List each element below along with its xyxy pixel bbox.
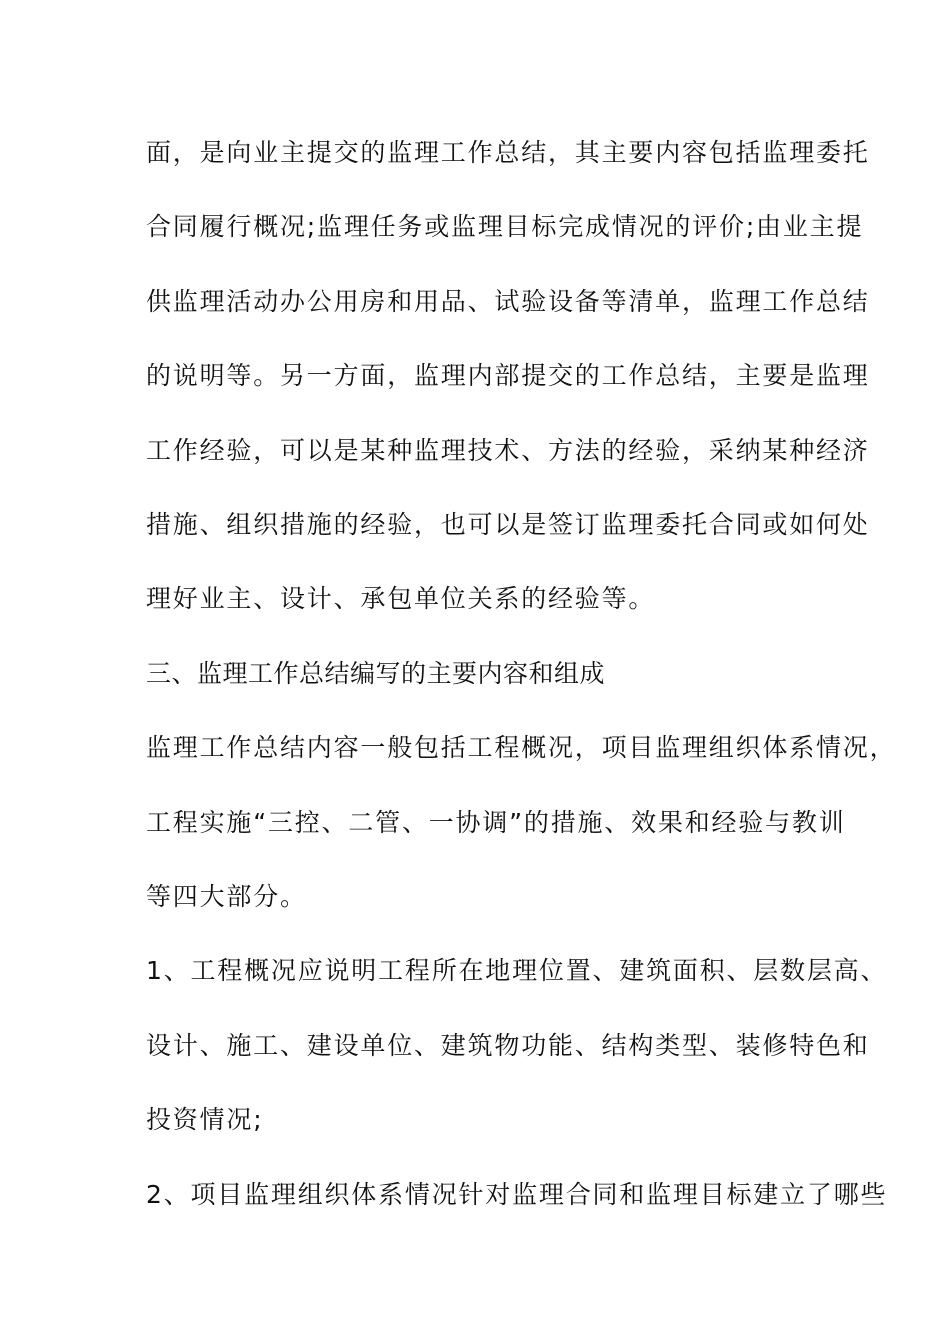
- list-item-line: 1、工程概况应说明工程所在地理位置、建筑面积、层数层高、: [146, 956, 888, 985]
- list-item-line: 设计、施工、建设单位、建筑物功能、结构类型、装修特色和: [146, 1031, 870, 1060]
- body-text-line: 工作经验，可以是某种监理技术、方法的经验，采纳某种经济: [146, 436, 870, 465]
- body-text-line: 等四大部分。: [146, 882, 307, 911]
- section-heading: 三、监理工作总结编写的主要内容和组成: [146, 659, 606, 688]
- body-text-line: 供监理活动办公用房和用品、试验设备等清单，监理工作总结: [146, 287, 870, 316]
- list-item-line: 2、项目监理组织体系情况针对监理合同和监理目标建立了哪些: [146, 1180, 888, 1209]
- list-item-line: 投资情况;: [146, 1105, 264, 1134]
- body-text-line: 监理工作总结内容一般包括工程概况，项目监理组织体系情况，: [146, 733, 897, 762]
- body-text-line: 合同履行概况;监理任务或监理目标完成情况的评价;由业主提: [146, 212, 864, 241]
- body-text-line: 工程实施“三控、二管、一协调”的措施、效果和经验与教训: [146, 808, 846, 837]
- body-text-line: 措施、组织措施的经验，也可以是签订监理委托合同或如何处: [146, 510, 870, 539]
- body-text-line: 的说明等。另一方面，监理内部提交的工作总结，主要是监理: [146, 361, 870, 390]
- body-text-line: 面，是向业主提交的监理工作总结，其主要内容包括监理委托: [146, 138, 870, 167]
- body-text-line: 理好业主、设计、承包单位关系的经验等。: [146, 584, 656, 613]
